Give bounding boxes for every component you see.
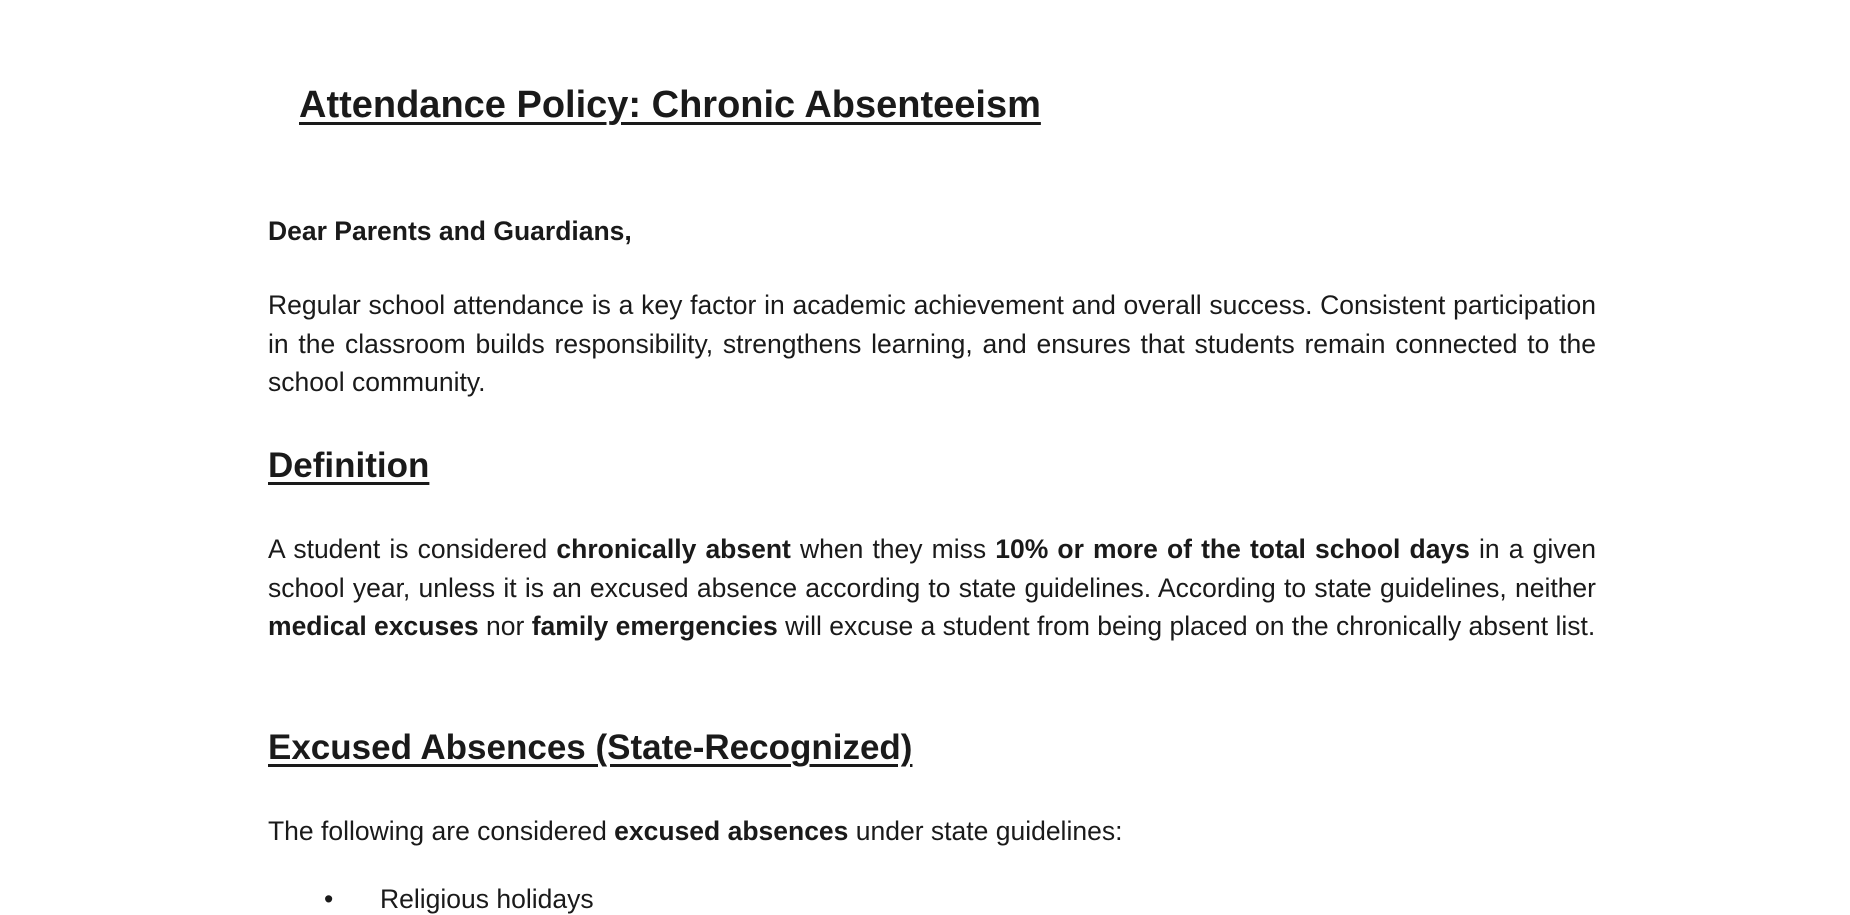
text-segment: nor bbox=[478, 611, 532, 641]
excused-absences-intro bbox=[268, 812, 1596, 851]
text-segment: will excuse a student from being placed on the chronically absent list. bbox=[777, 611, 1596, 641]
text-segment: in a given school year, unless it is an excused absence according to state guidelines. According to state guidelines, neither bbox=[268, 534, 1596, 603]
bold-text: chronically absent bbox=[556, 534, 791, 564]
text-segment: A student is considered bbox=[268, 534, 557, 564]
intro-paragraph: Regular school attendance is a key factor in academic achievement and overall success. Consistent participation in the classroom builds responsibility, strengthens learning, and ensures that students remain connected to the school community. bbox=[268, 290, 1596, 397]
bold-text: excused absences bbox=[614, 816, 849, 846]
greeting: Dear Parents and Guardians, bbox=[268, 216, 632, 246]
bold-text: 10% or more of the total school days bbox=[995, 534, 1470, 564]
definition-paragraph bbox=[268, 530, 1596, 646]
definition-heading: Definition bbox=[268, 446, 430, 485]
list-item: • Religious holidays bbox=[324, 884, 594, 915]
text-segment: when they miss bbox=[790, 534, 996, 564]
document-title: Attendance Policy: Chronic Absenteeism bbox=[299, 84, 1041, 126]
excused-absences-heading: Excused Absences (State-Recognized) bbox=[268, 728, 913, 767]
text-segment: under state guidelines: bbox=[848, 816, 1123, 846]
text-segment: The following are considered bbox=[268, 816, 615, 846]
bold-text: family emergencies bbox=[531, 611, 778, 641]
bold-text: medical excuses bbox=[268, 611, 479, 641]
